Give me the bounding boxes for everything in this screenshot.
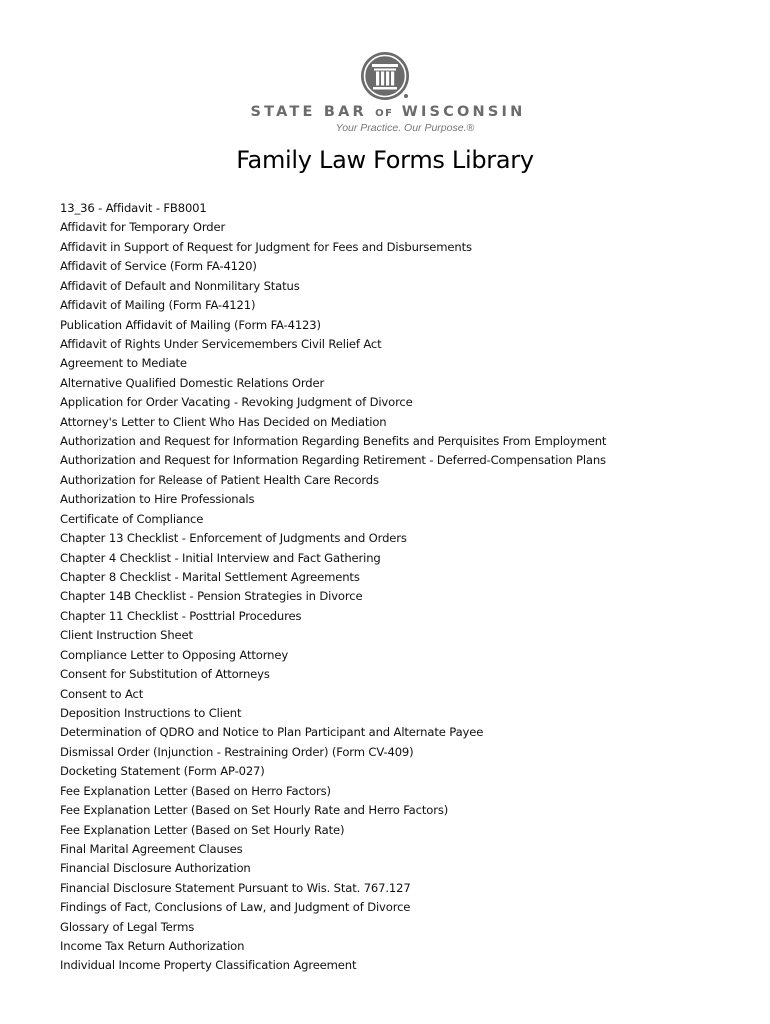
- list-item: Consent for Substitution of Attorneys: [60, 667, 270, 682]
- org-name-part1: STATE BAR: [250, 104, 367, 120]
- list-item: Consent to Act: [60, 686, 144, 701]
- list-item: Attorney's Letter to Client Who Has Decided on Mediation: [60, 414, 387, 429]
- list-item: Fee Explanation Letter (Based on Herro Factors): [60, 783, 331, 798]
- list-item: 13_36 - Affidavit - FB8001: [60, 201, 207, 215]
- list-item: Compliance Letter to Opposing Attorney: [60, 647, 289, 662]
- list-item: Affidavit of Rights Under Servicemembers Civil Relief Act: [60, 336, 382, 351]
- list-item: Dismissal Order (Injunction - Restraining Order) (Form CV-409): [60, 744, 414, 759]
- list-item: Financial Disclosure Authorization: [60, 861, 251, 876]
- list-item: Deposition Instructions to Client: [60, 705, 242, 720]
- list-item: Glossary of Legal Terms: [60, 919, 195, 934]
- list-item: Authorization to Hire Professionals: [60, 492, 255, 507]
- forms-list: [60, 199, 750, 976]
- list-item: Affidavit for Temporary Order: [60, 220, 226, 235]
- tagline: Your Practice. Our Purpose.®: [335, 122, 475, 134]
- list-item: Chapter 14B Checklist - Pension Strategies in Divorce: [60, 589, 363, 604]
- list-item: Affidavit of Service (Form FA-4120): [60, 259, 257, 274]
- page-title: Family Law Forms Library: [236, 146, 534, 174]
- list-item: Affidavit of Default and Nonmilitary Status: [60, 278, 300, 293]
- list-item: Determination of QDRO and Notice to Plan Participant and Alternate Payee: [60, 725, 484, 740]
- list-item: Application for Order Vacating - Revoking Judgment of Divorce: [60, 395, 413, 410]
- org-name-part2: WISCONSIN: [401, 104, 526, 120]
- list-item: Client Instruction Sheet: [60, 628, 193, 643]
- list-item: Agreement to Mediate: [60, 356, 187, 371]
- list-item: Publication Affidavit of Mailing (Form FA-4123): [60, 317, 321, 332]
- list-item: Fee Explanation Letter (Based on Set Hourly Rate): [60, 822, 345, 837]
- list-item: Certificate of Compliance: [60, 511, 204, 526]
- list-item: Final Marital Agreement Clauses: [60, 841, 243, 856]
- list-item: Financial Disclosure Statement Pursuant to Wis. Stat. 767.127: [60, 880, 411, 895]
- list-item: Income Tax Return Authorization: [60, 939, 245, 954]
- list-item: Authorization and Request for Information Regarding Retirement - Deferred-Compensation Plans: [60, 453, 606, 468]
- list-item: Authorization and Request for Information Regarding Benefits and Perquisites From Employment: [60, 434, 607, 449]
- list-item: Chapter 4 Checklist - Initial Interview and Fact Gathering: [60, 550, 381, 565]
- list-item: Affidavit in Support of Request for Judgment for Fees and Disbursements: [60, 239, 472, 254]
- list-item: Alternative Qualified Domestic Relations Order: [60, 375, 325, 390]
- list-item: Chapter 11 Checklist - Posttrial Procedures: [60, 608, 302, 623]
- list-item: Chapter 8 Checklist - Marital Settlement Agreements: [60, 570, 360, 585]
- list-item: Affidavit of Mailing (Form FA-4121): [60, 298, 256, 313]
- organization-name: [0, 104, 770, 120]
- state-bar-logo: [0, 50, 770, 134]
- list-item: Findings of Fact, Conclusions of Law, and Judgment of Divorce: [60, 900, 411, 915]
- pillar-seal-icon: [359, 50, 411, 102]
- list-item: Docketing Statement (Form AP-027): [60, 764, 265, 779]
- list-item: Individual Income Property Classification Agreement: [60, 958, 357, 973]
- list-item: Authorization for Release of Patient Health Care Records: [60, 472, 379, 487]
- list-item: Fee Explanation Letter (Based on Set Hourly Rate and Herro Factors): [60, 803, 449, 818]
- list-item: Chapter 13 Checklist - Enforcement of Judgments and Orders: [60, 531, 407, 546]
- org-name-of: OF: [375, 108, 394, 119]
